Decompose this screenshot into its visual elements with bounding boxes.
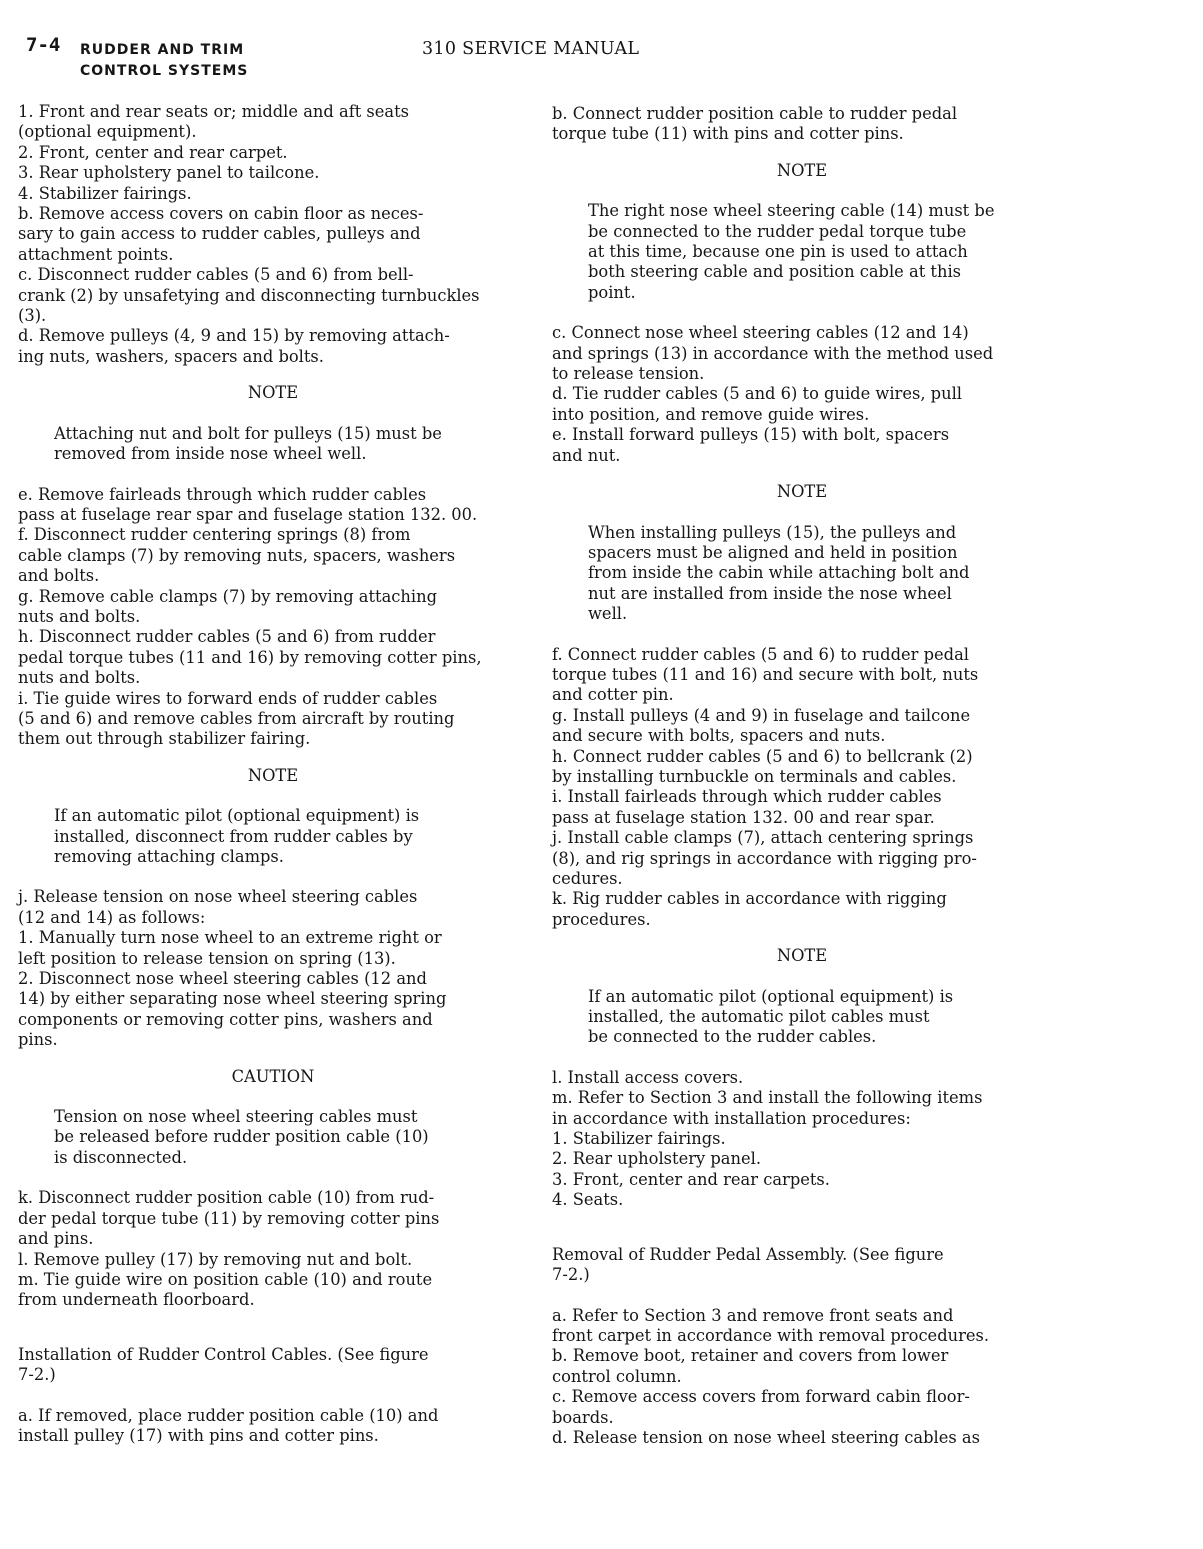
text-line: a. Refer to Section 3 and remove front seats and <box>552 1305 954 1325</box>
text-line: 2. Front, center and rear carpet. <box>18 142 288 162</box>
text-line: front carpet in accordance with removal procedures. <box>552 1325 990 1345</box>
text-line: boards. <box>552 1407 614 1427</box>
text-line: be connected to the rudder pedal torque tube <box>588 221 967 241</box>
removal-steps-j <box>18 887 528 1050</box>
text-line: crank (2) by unsafetying and disconnecting turnbuckles <box>18 285 480 305</box>
text-line: (8), and rig springs in accordance with rigging pro- <box>552 848 977 868</box>
text-line: (optional equipment). <box>18 122 197 142</box>
text-line: 1. Manually turn nose wheel to an extreme right or <box>18 928 442 948</box>
text-line: h. Disconnect rudder cables (5 and 6) from rudder <box>18 627 436 647</box>
note-body <box>552 987 1052 1048</box>
text-line: When installing pulleys (15), the pulleys and <box>588 522 957 542</box>
note-heading: NOTE <box>776 160 828 180</box>
text-line: ing nuts, washers, spacers and bolts. <box>18 346 324 366</box>
text-line: nuts and bolts. <box>18 668 141 688</box>
text-line: b. Remove boot, retainer and covers from lower <box>552 1346 949 1366</box>
text-line: and springs (13) in accordance with the method used <box>552 343 994 363</box>
text-line: from underneath floorboard. <box>18 1290 255 1310</box>
text-line: k. Rig rudder cables in accordance with rigging <box>552 889 947 909</box>
text-line: If an automatic pilot (optional equipment) is <box>54 806 420 826</box>
installation-steps-l <box>552 1068 1052 1211</box>
text-line: h. Connect rudder cables (5 and 6) to bellcrank (2) <box>552 746 973 766</box>
installation-heading <box>18 1345 528 1386</box>
removal-steps-k <box>18 1188 528 1310</box>
text-line: removing attaching clamps. <box>54 847 284 866</box>
installation-steps-mid <box>552 323 1052 466</box>
removal-pedal-heading <box>552 1245 1052 1286</box>
note-body <box>552 523 1052 625</box>
left-column <box>18 102 528 1446</box>
caution-heading: CAUTION <box>231 1066 315 1086</box>
text-line: (3). <box>18 306 47 326</box>
text-line: and bolts. <box>18 566 100 586</box>
installation-steps-top <box>552 104 1052 145</box>
text-line: nuts and bolts. <box>18 606 141 626</box>
text-line: left position to release tension on spring (13). <box>18 948 396 968</box>
text-line: (5 and 6) and remove cables from aircraft by routing <box>18 708 455 728</box>
text-line: is disconnected. <box>54 1147 188 1167</box>
text-line: 2. Rear upholstery panel. <box>552 1149 761 1169</box>
installation-steps-f <box>552 645 1052 931</box>
text-line: install pulley (17) with pins and cotter pins. <box>18 1425 379 1445</box>
text-line: m. Refer to Section 3 and install the following items <box>552 1088 983 1108</box>
text-line: torque tube (11) with pins and cotter pins. <box>552 124 904 144</box>
note-heading: NOTE <box>776 946 828 966</box>
text-line: 2. Disconnect nose wheel steering cables (12 and <box>18 969 427 989</box>
text-line: k. Disconnect rudder position cable (10) from rud- <box>18 1188 435 1208</box>
text-line: sary to gain access to rudder cables, pulleys and <box>18 224 421 244</box>
text-line: 14) by either separating nose wheel steering spring <box>18 989 447 1009</box>
text-line: f. Disconnect rudder centering springs (8) from <box>18 525 411 545</box>
page-number: 7-4 <box>26 34 61 56</box>
text-line: Removal of Rudder Pedal Assembly. (See figure <box>552 1244 944 1264</box>
text-line: j. Release tension on nose wheel steering cables <box>18 887 418 907</box>
text-line: pedal torque tubes (11 and 16) by removing cotter pins, <box>18 647 482 667</box>
text-line: nut are installed from inside the nose wheel <box>588 583 952 603</box>
section-title-line-1: RUDDER AND TRIM <box>80 42 245 58</box>
text-line: c. Connect nose wheel steering cables (12 and 14) <box>552 323 969 343</box>
text-line: e. Remove fairleads through which rudder cables <box>18 484 427 504</box>
text-line: be released before rudder position cable (10) <box>54 1127 429 1147</box>
text-line: If an automatic pilot (optional equipment) is <box>588 986 954 1006</box>
right-column <box>552 104 1052 1448</box>
installation-steps <box>18 1406 528 1447</box>
text-line: pass at fuselage station 132. 00 and rear spar. <box>552 807 935 827</box>
text-line: and cotter pin. <box>552 685 674 705</box>
text-line: g. Install pulleys (4 and 9) in fuselage and tailcone <box>552 705 971 725</box>
text-line: into position, and remove guide wires. <box>552 404 870 424</box>
note-heading: NOTE <box>247 765 299 785</box>
text-line: d. Tie rudder cables (5 and 6) to guide wires, pull <box>552 384 962 404</box>
text-line: cable clamps (7) by removing nuts, spacers, washers <box>18 545 456 565</box>
text-line: and pins. <box>18 1229 94 1249</box>
text-line: The right nose wheel steering cable (14) must be <box>588 201 995 221</box>
text-line: Tension on nose wheel steering cables must <box>54 1107 418 1127</box>
text-line: installed, disconnect from rudder cables by <box>54 826 413 846</box>
text-line: control column. <box>552 1366 682 1386</box>
page-header <box>20 34 1180 84</box>
text-line: b. Remove access covers on cabin floor as neces- <box>18 204 424 224</box>
text-line: c. Remove access covers from forward cabin floor- <box>552 1387 970 1407</box>
text-line: and secure with bolts, spacers and nuts. <box>552 726 886 746</box>
text-line: 1. Front and rear seats or; middle and aft seats <box>18 102 410 121</box>
note-body <box>18 806 528 867</box>
text-line: der pedal torque tube (11) by removing cotter pins <box>18 1208 440 1228</box>
text-line: attachment points. <box>18 244 174 264</box>
text-line: 3. Rear upholstery panel to tailcone. <box>18 163 320 183</box>
text-line: 1. Stabilizer fairings. <box>552 1129 726 1149</box>
text-line: e. Install forward pulleys (15) with bolt, spacers <box>552 425 950 445</box>
removal-steps-top <box>18 102 528 367</box>
text-line: i. Install fairleads through which rudder cables <box>552 787 942 807</box>
text-line: point. <box>588 282 636 302</box>
text-line: a. If removed, place rudder position cable (10) and <box>18 1405 439 1425</box>
note-heading: NOTE <box>776 482 828 502</box>
note-body <box>18 424 528 465</box>
text-line: b. Connect rudder position cable to rudder pedal <box>552 104 958 123</box>
text-line: f. Connect rudder cables (5 and 6) to rudder pedal <box>552 644 970 664</box>
text-line: pass at fuselage rear spar and fuselage station 132. 00. <box>18 504 478 524</box>
text-line: and nut. <box>552 445 621 465</box>
text-line: (12 and 14) as follows: <box>18 907 206 927</box>
manual-title: 310 SERVICE MANUAL <box>422 39 640 59</box>
text-line: removed from inside nose wheel well. <box>54 444 367 464</box>
section-title <box>80 40 248 82</box>
text-line: by installing turnbuckle on terminals and cables. <box>552 766 957 786</box>
text-line: procedures. <box>552 909 651 929</box>
text-line: to release tension. <box>552 364 705 384</box>
text-line: be connected to the rudder cables. <box>588 1027 877 1047</box>
text-line: 4. Seats. <box>552 1190 624 1210</box>
text-line: c. Disconnect rudder cables (5 and 6) from bell- <box>18 265 414 285</box>
text-line: 7-2.) <box>552 1265 590 1285</box>
text-line: g. Remove cable clamps (7) by removing attaching <box>18 586 438 606</box>
text-line: m. Tie guide wire on position cable (10) and route <box>18 1269 433 1289</box>
text-line: i. Tie guide wires to forward ends of rudder cables <box>18 688 438 708</box>
text-line: l. Remove pulley (17) by removing nut and bolt. <box>18 1249 413 1269</box>
text-line: 7-2.) <box>18 1365 56 1385</box>
text-line: both steering cable and position cable at this <box>588 262 962 282</box>
text-line: cedures. <box>552 869 623 888</box>
text-line: j. Install cable clamps (7), attach centering springs <box>552 828 974 848</box>
text-line: at this time, because one pin is used to attach <box>588 242 968 262</box>
text-line: torque tubes (11 and 16) and secure with bolt, nuts <box>552 664 979 684</box>
text-line: from inside the cabin while attaching bolt and <box>588 563 970 583</box>
text-line: d. Remove pulleys (4, 9 and 15) by removing attach- <box>18 326 450 346</box>
section-title-line-2: CONTROL SYSTEMS <box>80 63 249 79</box>
text-line: them out through stabilizer fairing. <box>18 729 311 749</box>
removal-steps-mid <box>18 485 528 750</box>
caution-body <box>18 1107 528 1168</box>
text-line: spacers must be aligned and held in position <box>588 542 958 562</box>
removal-pedal-steps <box>552 1306 1052 1449</box>
note-heading: NOTE <box>247 383 299 403</box>
text-line: d. Release tension on nose wheel steering cables as <box>552 1427 980 1447</box>
text-line: installed, the automatic pilot cables must <box>588 1007 930 1027</box>
text-line: well. <box>588 604 628 624</box>
text-line: Installation of Rudder Control Cables. (See figure <box>18 1344 429 1364</box>
text-line: components or removing cotter pins, washers and <box>18 1009 433 1029</box>
text-line: l. Install access covers. <box>552 1067 744 1087</box>
text-line: 4. Stabilizer fairings. <box>18 183 192 203</box>
text-line: pins. <box>18 1030 58 1050</box>
note-body <box>552 201 1052 303</box>
text-line: 3. Front, center and rear carpets. <box>552 1169 830 1189</box>
text-line: Attaching nut and bolt for pulleys (15) must be <box>54 423 442 443</box>
text-line: in accordance with installation procedures: <box>552 1108 911 1128</box>
